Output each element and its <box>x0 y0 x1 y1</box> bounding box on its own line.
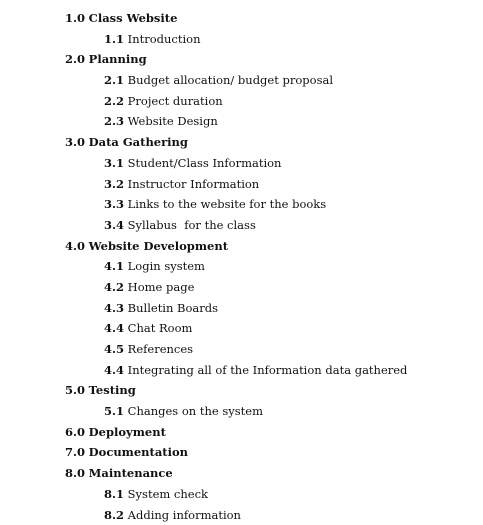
section-number: 4.0 <box>65 238 86 253</box>
subsection-item <box>0 318 483 339</box>
subsection-number: 4.4 <box>104 362 125 377</box>
subsection-title: Syllabus for the class <box>127 217 256 232</box>
subsection-number: 8.1 <box>104 486 125 501</box>
subsection-number: 4.1 <box>104 259 125 274</box>
subsection-title: Instructor Information <box>127 176 260 191</box>
subsection-number: 2.2 <box>104 93 125 108</box>
subsection-title: Chat Room <box>127 321 193 336</box>
subsection-item <box>0 339 483 360</box>
subsection-number: 3.3 <box>104 197 125 212</box>
subsection-number: 1.1 <box>104 31 125 46</box>
subsection-title: Integrating all of the Information data gathered <box>127 362 408 377</box>
subsection-item <box>0 401 483 422</box>
section-title: Data Gathering <box>88 135 188 150</box>
section-title: Website Development <box>88 238 229 253</box>
subsection-item <box>0 256 483 277</box>
subsection-item <box>0 360 483 381</box>
section-title: Testing <box>88 383 136 398</box>
subsection-item <box>0 29 483 50</box>
section-title: Deployment <box>88 424 166 439</box>
subsection-title: Home page <box>127 279 195 294</box>
subsection-title: Introduction <box>127 31 201 46</box>
section-number: 8.0 <box>65 466 86 481</box>
subsection-title: Adding information <box>127 507 241 522</box>
subsection-item <box>0 70 483 91</box>
section-number: 2.0 <box>65 52 86 67</box>
subsection-item <box>0 153 483 174</box>
subsection-title: Changes on the system <box>127 404 263 419</box>
section-title: Planning <box>88 52 147 67</box>
section-heading <box>0 236 483 257</box>
subsection-item <box>0 215 483 236</box>
subsection-title: Student/Class Information <box>127 155 282 170</box>
section-heading <box>0 422 483 443</box>
subsection-number: 4.4 <box>104 321 125 336</box>
section-number: 3.0 <box>65 135 86 150</box>
subsection-number: 4.5 <box>104 342 125 356</box>
section-title: Class Website <box>88 11 178 25</box>
section-number: 1.0 <box>65 11 86 25</box>
section-title: Documentation <box>88 445 188 460</box>
subsection-title: Login system <box>127 259 205 274</box>
section-heading <box>0 442 483 463</box>
section-number: 6.0 <box>65 424 86 439</box>
subsection-title: System check <box>127 486 208 501</box>
subsection-number: 3.2 <box>104 176 125 191</box>
subsection-number: 5.1 <box>104 404 125 419</box>
subsection-item <box>0 174 483 195</box>
section-heading <box>0 8 483 29</box>
document-outline <box>0 8 483 525</box>
subsection-number: 8.2 <box>104 507 125 522</box>
subsection-item <box>0 111 483 132</box>
subsection-item <box>0 298 483 319</box>
section-number: 5.0 <box>65 383 86 398</box>
subsection-title: Project duration <box>127 93 223 108</box>
subsection-title: Links to the website for the books <box>127 197 327 212</box>
subsection-number: 2.1 <box>104 73 125 88</box>
subsection-title: References <box>127 342 194 356</box>
subsection-item <box>0 505 483 525</box>
subsection-title: Website Design <box>127 114 218 129</box>
section-heading <box>0 380 483 401</box>
subsection-number: 4.2 <box>104 279 125 294</box>
subsection-item <box>0 91 483 112</box>
subsection-item <box>0 484 483 505</box>
subsection-number: 3.1 <box>104 155 125 170</box>
section-number: 7.0 <box>65 445 86 460</box>
subsection-number: 4.3 <box>104 300 125 315</box>
subsection-number: 2.3 <box>104 114 125 129</box>
section-heading <box>0 49 483 70</box>
subsection-title: Budget allocation/ budget proposal <box>127 73 334 88</box>
section-heading <box>0 132 483 153</box>
subsection-title: Bulletin Boards <box>127 300 219 315</box>
subsection-item <box>0 194 483 215</box>
subsection-item <box>0 277 483 298</box>
subsection-number: 3.4 <box>104 217 125 232</box>
section-heading <box>0 463 483 484</box>
section-title: Maintenance <box>88 466 173 481</box>
